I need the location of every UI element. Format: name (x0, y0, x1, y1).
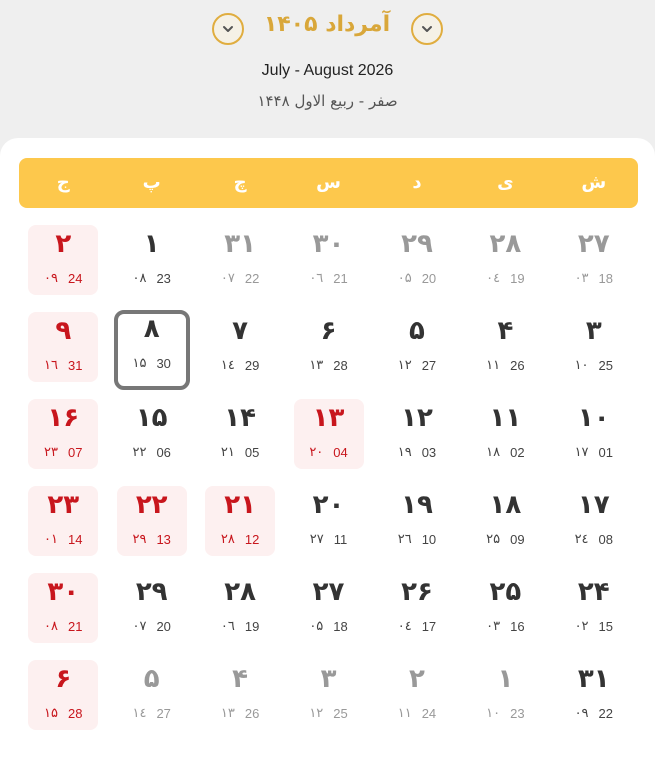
gregorian-day-number: 15 (598, 619, 614, 634)
weekday-label: ج (56, 172, 70, 193)
hijri-day-number: ۲۹ (132, 532, 147, 547)
gregorian-day-number: 26 (244, 706, 260, 721)
gregorian-day-number: 25 (598, 358, 614, 373)
persian-day-number: ۲۸ (224, 577, 256, 607)
gregorian-day-number: 20 (156, 619, 171, 634)
gregorian-day-number: 01 (598, 445, 614, 460)
secondary-dates (294, 706, 364, 721)
hijri-day-number: ۰۱ (44, 532, 59, 547)
hijri-day-number: ۲٤ (574, 532, 589, 547)
gregorian-day-number: 19 (510, 271, 525, 286)
hijri-day-number: ۲۰ (309, 445, 324, 460)
gregorian-day-number: 13 (156, 532, 171, 547)
secondary-dates (470, 271, 540, 286)
persian-day-number: ۲۷ (312, 577, 345, 607)
secondary-dates (470, 358, 540, 373)
gregorian-day-number: 03 (421, 445, 437, 460)
day-box (559, 573, 629, 643)
gregorian-day-number: 05 (244, 445, 260, 460)
week-row (19, 399, 638, 486)
day-cell[interactable] (19, 486, 107, 573)
persian-day-number: ۲ (55, 229, 72, 259)
chevron-down-icon (420, 22, 434, 36)
hijri-day-number: ۲٦ (397, 532, 412, 547)
hijri-day-number: ۱۰ (574, 358, 589, 373)
secondary-dates (559, 358, 629, 373)
persian-day-number: ۱۰ (577, 403, 610, 433)
secondary-dates (470, 445, 540, 460)
hijri-day-number: ۱۵ (44, 706, 59, 721)
persian-day-number: ۱ (497, 664, 514, 694)
secondary-dates (470, 706, 540, 721)
day-cell[interactable] (19, 660, 107, 747)
persian-day-number: ۱۲ (401, 403, 433, 433)
day-box (294, 399, 364, 469)
gregorian-day-number: 18 (598, 271, 614, 286)
secondary-dates (28, 532, 98, 547)
day-cell[interactable] (373, 399, 461, 486)
day-cell[interactable] (284, 399, 372, 486)
day-cell[interactable] (107, 312, 195, 399)
day-box (559, 225, 629, 295)
hijri-day-number: ۰٦ (309, 271, 324, 286)
persian-day-number: ۳ (320, 664, 337, 694)
hijri-day-number: ۰۸ (132, 271, 147, 286)
day-box (559, 312, 629, 382)
day-cell[interactable] (373, 573, 461, 660)
gregorian-day-number: 20 (421, 271, 437, 286)
gregorian-day-number: 24 (68, 271, 83, 286)
day-box (559, 660, 629, 730)
hijri-day-number: ۲۷ (309, 532, 324, 547)
weekday-header (19, 158, 638, 208)
day-box (382, 399, 452, 469)
secondary-dates (118, 356, 186, 371)
day-cell[interactable] (107, 486, 195, 573)
day-box (470, 573, 540, 643)
day-cell[interactable] (284, 312, 372, 399)
month-title: آمرداد ۱۴۰۵ (263, 12, 391, 37)
day-box (205, 225, 275, 295)
day-cell[interactable] (550, 660, 638, 747)
gregorian-day-number: 11 (333, 532, 348, 547)
gregorian-day-number: 09 (510, 532, 525, 547)
gregorian-day-number: 30 (156, 356, 171, 371)
gregorian-day-number: 28 (333, 358, 348, 373)
persian-day-number: ۲۴ (577, 577, 610, 607)
persian-day-number: ۱۶ (47, 403, 80, 433)
day-cell[interactable] (461, 399, 549, 486)
gregorian-day-number: 22 (244, 271, 260, 286)
hijri-day-number: ۰۹ (574, 706, 589, 721)
secondary-dates (205, 706, 275, 721)
today-highlight (114, 310, 190, 390)
day-cell[interactable] (284, 660, 372, 747)
day-cell[interactable] (550, 573, 638, 660)
persian-day-number: ۳۱ (224, 229, 256, 259)
day-box (470, 660, 540, 730)
prev-month-button[interactable] (212, 13, 244, 45)
secondary-dates (294, 445, 364, 460)
persian-day-number: ۳۰ (312, 229, 345, 259)
day-cell[interactable] (373, 486, 461, 573)
calendar-grid (19, 225, 638, 747)
persian-day-number: ۳۱ (577, 664, 610, 694)
day-box (470, 399, 540, 469)
weekday-label: د (412, 172, 422, 193)
gregorian-day-number: 16 (510, 619, 525, 634)
weekday-label: س (316, 172, 341, 193)
secondary-dates (382, 619, 452, 634)
hijri-day-number: ۱٦ (44, 358, 59, 373)
secondary-dates (559, 271, 629, 286)
hijri-day-number: ۰٤ (397, 619, 412, 634)
persian-day-number: ۱ (143, 229, 160, 259)
day-box (28, 312, 98, 382)
persian-day-number: ۲۹ (401, 229, 433, 259)
hijri-day-number: ۱۰ (486, 706, 501, 721)
week-row (19, 225, 638, 312)
hijri-day-number: ۰۲ (574, 619, 589, 634)
day-box (382, 225, 452, 295)
secondary-dates (117, 532, 187, 547)
day-cell[interactable] (550, 486, 638, 573)
day-cell[interactable] (19, 312, 107, 399)
persian-day-number: ۱۸ (489, 490, 522, 520)
day-box (294, 312, 364, 382)
hijri-day-number: ۰۵ (397, 271, 412, 286)
secondary-dates (117, 271, 187, 286)
persian-day-number: ۲۳ (47, 490, 80, 520)
secondary-dates (382, 271, 452, 286)
persian-day-number: ۴ (497, 316, 514, 346)
day-box (470, 225, 540, 295)
day-cell[interactable] (461, 312, 549, 399)
week-row (19, 312, 638, 399)
hijri-day-number: ۰٤ (486, 271, 501, 286)
secondary-dates (205, 532, 275, 547)
day-cell[interactable] (461, 573, 549, 660)
day-cell[interactable] (196, 399, 284, 486)
day-cell[interactable] (284, 573, 372, 660)
persian-day-number: ۲۶ (401, 577, 433, 607)
chevron-down-icon (221, 22, 235, 36)
hijri-day-number: ۱۵ (132, 356, 147, 371)
day-cell[interactable] (19, 399, 107, 486)
persian-day-number: ۳۰ (47, 577, 80, 607)
gregorian-day-number: 29 (244, 358, 260, 373)
hijri-day-number: ۱۱ (486, 358, 501, 373)
gregorian-day-number: 23 (156, 271, 171, 286)
week-row (19, 660, 638, 747)
day-cell[interactable] (196, 573, 284, 660)
day-box (205, 573, 275, 643)
secondary-dates (559, 532, 629, 547)
day-box (382, 660, 452, 730)
day-box (28, 399, 98, 469)
persian-day-number: ۲۰ (312, 490, 345, 520)
hijri-day-number: ۱٤ (220, 358, 235, 373)
hijri-day-number: ۱۱ (397, 706, 412, 721)
hijri-day-number: ۰۷ (220, 271, 235, 286)
day-cell[interactable] (461, 660, 549, 747)
hijri-day-number: ۰۳ (574, 271, 589, 286)
persian-day-number: ۲۹ (135, 577, 168, 607)
secondary-dates (205, 271, 275, 286)
day-cell[interactable] (196, 486, 284, 573)
secondary-dates (117, 619, 187, 634)
day-cell[interactable] (107, 399, 195, 486)
gregorian-day-number: 26 (510, 358, 525, 373)
hijri-day-number: ۰۸ (44, 619, 59, 634)
persian-day-number: ۲۸ (489, 229, 522, 259)
day-cell[interactable] (107, 660, 195, 747)
gregorian-day-number: 27 (421, 358, 437, 373)
gregorian-day-number: 22 (598, 706, 614, 721)
day-box (470, 486, 540, 556)
gregorian-day-number: 24 (421, 706, 437, 721)
day-box (28, 486, 98, 556)
hijri-day-number: ۲۲ (132, 445, 147, 460)
day-cell[interactable] (19, 225, 107, 312)
hijri-day-number: ۲۵ (486, 532, 501, 547)
secondary-dates (382, 532, 452, 547)
gregorian-day-number: 18 (333, 619, 348, 634)
secondary-dates (205, 358, 275, 373)
week-row (19, 573, 638, 660)
hijri-day-number: ۲۱ (220, 445, 235, 460)
day-cell[interactable] (284, 225, 372, 312)
persian-day-number: ۶ (320, 316, 337, 346)
persian-day-number: ۱۵ (135, 403, 168, 433)
hijri-day-number: ۱۸ (486, 445, 501, 460)
hijri-day-number: ۰۹ (44, 271, 59, 286)
day-box (294, 225, 364, 295)
persian-day-number: ۱۹ (401, 490, 433, 520)
secondary-dates (559, 706, 629, 721)
day-box (205, 486, 275, 556)
gregorian-day-number: 21 (333, 271, 348, 286)
day-box (205, 399, 275, 469)
hijri-day-number: ۰۵ (309, 619, 324, 634)
secondary-dates (28, 445, 98, 460)
gregorian-day-number: 14 (68, 532, 83, 547)
secondary-dates (205, 445, 275, 460)
persian-day-number: ۶ (55, 664, 72, 694)
day-cell[interactable] (196, 312, 284, 399)
hijri-day-number: ۱٤ (132, 706, 147, 721)
day-cell[interactable] (19, 573, 107, 660)
day-box (205, 660, 275, 730)
hijri-day-number: ۲۳ (44, 445, 59, 460)
day-cell[interactable] (373, 660, 461, 747)
day-box (117, 399, 187, 469)
secondary-dates (382, 445, 452, 460)
secondary-dates (294, 271, 364, 286)
next-month-button[interactable] (411, 13, 443, 45)
persian-day-number: ۲۵ (489, 577, 522, 607)
gregorian-day-number: 06 (156, 445, 171, 460)
hijri-range: صفر - ربیع الاول ۱۴۴۸ (257, 92, 398, 110)
secondary-dates (294, 358, 364, 373)
secondary-dates (205, 619, 275, 634)
secondary-dates (382, 706, 452, 721)
persian-day-number: ۲ (409, 664, 425, 694)
secondary-dates (559, 619, 629, 634)
persian-day-number: ۱۴ (224, 403, 256, 433)
day-box (28, 660, 98, 730)
hijri-day-number: ۲۸ (220, 532, 235, 547)
day-cell[interactable] (373, 312, 461, 399)
weekday-label: ی (497, 172, 514, 193)
persian-day-number: ۴ (232, 664, 249, 694)
secondary-dates (28, 619, 98, 634)
secondary-dates (294, 619, 364, 634)
gregorian-day-number: 10 (421, 532, 437, 547)
week-row (19, 486, 638, 573)
day-box (294, 660, 364, 730)
day-cell[interactable] (550, 399, 638, 486)
gregorian-day-number: 28 (68, 706, 83, 721)
day-cell[interactable] (550, 225, 638, 312)
day-box (117, 486, 187, 556)
hijri-day-number: ۰٦ (220, 619, 235, 634)
gregorian-day-number: 19 (244, 619, 260, 634)
secondary-dates (117, 706, 187, 721)
day-box (117, 225, 187, 295)
secondary-dates (382, 358, 452, 373)
hijri-day-number: ۱۳ (220, 706, 235, 721)
hijri-day-number: ۱۳ (309, 358, 324, 373)
persian-day-number: ۸ (143, 314, 160, 344)
day-box (28, 573, 98, 643)
weekday-label: پ (142, 172, 161, 193)
gregorian-day-number: 12 (244, 532, 260, 547)
hijri-day-number: ۱۹ (397, 445, 412, 460)
secondary-dates (294, 532, 364, 547)
day-box (559, 399, 629, 469)
day-cell[interactable] (284, 486, 372, 573)
secondary-dates (470, 532, 540, 547)
hijri-day-number: ۰۷ (132, 619, 147, 634)
day-cell[interactable] (107, 573, 195, 660)
day-box (117, 660, 187, 730)
gregorian-day-number: 25 (333, 706, 348, 721)
persian-day-number: ۹ (55, 316, 72, 346)
gregorian-range: July - August 2026 (261, 62, 394, 79)
day-cell[interactable] (107, 225, 195, 312)
hijri-day-number: ۱۷ (574, 445, 589, 460)
hijri-day-number: ۰۳ (486, 619, 501, 634)
day-box (470, 312, 540, 382)
gregorian-day-number: 17 (421, 619, 437, 634)
gregorian-day-number: 07 (68, 445, 83, 460)
persian-day-number: ۱۱ (489, 403, 522, 433)
secondary-dates (28, 358, 98, 373)
secondary-dates (559, 445, 629, 460)
day-box (205, 312, 275, 382)
day-box (117, 573, 187, 643)
day-box (559, 486, 629, 556)
hijri-day-number: ۱۲ (397, 358, 412, 373)
day-box (382, 312, 452, 382)
persian-day-number: ۵ (143, 664, 160, 694)
secondary-dates (28, 271, 98, 286)
secondary-dates (117, 445, 187, 460)
persian-day-number: ۳ (585, 316, 602, 346)
persian-day-number: ۱۷ (577, 490, 610, 520)
day-box (294, 573, 364, 643)
calendar-header (0, 0, 655, 140)
gregorian-day-number: 08 (598, 532, 614, 547)
day-box (28, 225, 98, 295)
persian-day-number: ۱۳ (312, 403, 345, 433)
persian-day-number: ۲۱ (224, 490, 256, 520)
persian-day-number: ۲۲ (135, 490, 168, 520)
persian-day-number: ۷ (232, 316, 249, 346)
secondary-dates (470, 619, 540, 634)
persian-day-number: ۲۷ (577, 229, 610, 259)
weekday-label: ش (581, 172, 607, 193)
day-cell[interactable] (461, 225, 549, 312)
day-box (382, 486, 452, 556)
day-cell[interactable] (550, 312, 638, 399)
hijri-day-number: ۱۲ (309, 706, 324, 721)
gregorian-day-number: 21 (68, 619, 83, 634)
gregorian-day-number: 27 (156, 706, 171, 721)
day-box (382, 573, 452, 643)
weekday-label: چ (233, 172, 247, 193)
gregorian-day-number: 31 (68, 358, 83, 373)
day-cell[interactable] (461, 486, 549, 573)
gregorian-day-number: 23 (510, 706, 525, 721)
day-cell[interactable] (196, 225, 284, 312)
day-cell[interactable] (373, 225, 461, 312)
day-cell[interactable] (196, 660, 284, 747)
persian-day-number: ۵ (409, 316, 425, 346)
gregorian-day-number: 02 (510, 445, 525, 460)
secondary-dates (28, 706, 98, 721)
gregorian-day-number: 04 (333, 445, 348, 460)
day-box (294, 486, 364, 556)
